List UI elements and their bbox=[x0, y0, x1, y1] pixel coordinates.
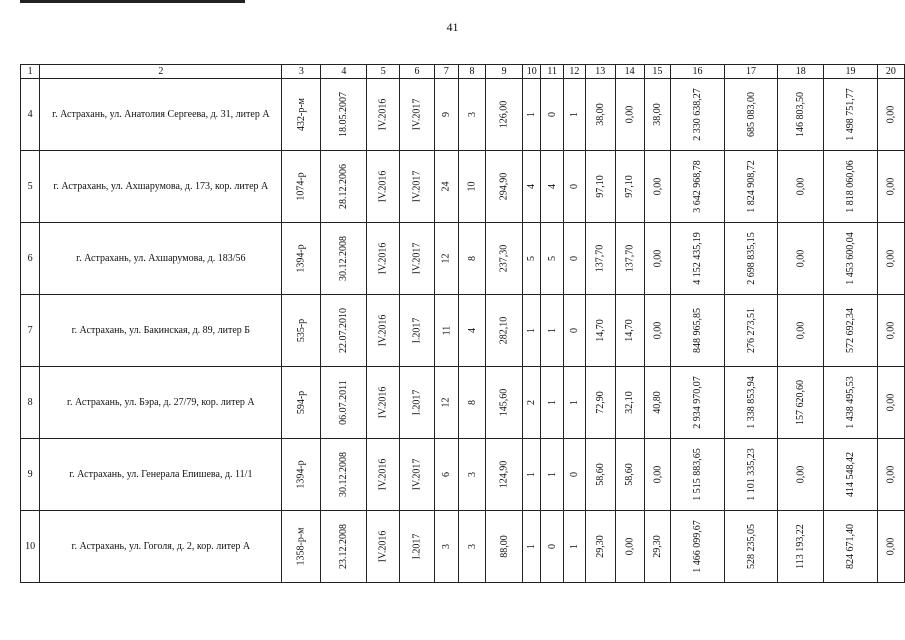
cell-col-14 bbox=[615, 79, 644, 151]
address-cell: г. Астрахань, ул. Бэра, д. 27/79, кор. литер А bbox=[40, 367, 282, 439]
cell-col-5 bbox=[367, 151, 400, 223]
cell-value: 0,00 bbox=[885, 465, 897, 484]
cell-col-16 bbox=[671, 295, 725, 367]
cell-col-5 bbox=[367, 511, 400, 583]
cell-col-8 bbox=[458, 439, 485, 511]
cell-value: 0,00 bbox=[795, 465, 807, 484]
cell-col-10 bbox=[523, 151, 541, 223]
cell-col-12 bbox=[564, 367, 586, 439]
cell-col-11 bbox=[541, 439, 564, 511]
cell-col-8 bbox=[458, 367, 485, 439]
cell-col-10 bbox=[523, 79, 541, 151]
cell-col-5 bbox=[367, 79, 400, 151]
cell-value: 414 548,42 bbox=[845, 452, 857, 497]
cell-col-7 bbox=[434, 223, 458, 295]
cell-col-3 bbox=[282, 439, 321, 511]
cell-value: IV.2017 bbox=[411, 458, 423, 491]
cell-value: 0 bbox=[568, 472, 580, 477]
cell-col-11 bbox=[541, 295, 564, 367]
cell-value: 0 bbox=[546, 112, 558, 117]
cell-value: 28.12.2006 bbox=[338, 164, 350, 209]
row-number: 9 bbox=[21, 439, 40, 511]
cell-value: 0,00 bbox=[795, 321, 807, 340]
cell-value: 3 bbox=[466, 472, 478, 477]
cell-value: IV.2017 bbox=[411, 98, 423, 131]
cell-value: 1074-р bbox=[295, 172, 307, 201]
cell-value: 1394-р bbox=[295, 244, 307, 273]
cell-col-20 bbox=[877, 511, 904, 583]
cell-col-5 bbox=[367, 367, 400, 439]
cell-col-4 bbox=[321, 439, 367, 511]
cell-value: 30.12.2008 bbox=[338, 452, 350, 497]
cell-col-7 bbox=[434, 511, 458, 583]
cell-col-6 bbox=[400, 295, 435, 367]
cell-value: 97,10 bbox=[594, 175, 606, 198]
table-row bbox=[21, 295, 905, 367]
cell-col-11 bbox=[541, 367, 564, 439]
cell-col-18 bbox=[778, 511, 824, 583]
cell-col-8 bbox=[458, 511, 485, 583]
cell-col-15 bbox=[644, 151, 671, 223]
cell-value: 1 bbox=[546, 472, 558, 477]
column-number-14: 14 bbox=[615, 65, 644, 79]
cell-col-15 bbox=[644, 295, 671, 367]
cell-value: I.2017 bbox=[411, 533, 423, 560]
column-number-19: 19 bbox=[824, 65, 878, 79]
cell-value: 9 bbox=[440, 112, 452, 117]
column-number-6: 6 bbox=[400, 65, 435, 79]
cell-value: IV.2016 bbox=[377, 458, 389, 491]
cell-value: 0 bbox=[568, 256, 580, 261]
register-table bbox=[20, 64, 905, 583]
address-cell: г. Астрахань, ул. Анатолия Сергеева, д. 31, литер А bbox=[40, 79, 282, 151]
cell-col-19 bbox=[824, 79, 878, 151]
cell-col-4 bbox=[321, 223, 367, 295]
address-cell: г. Астрахань, ул. Ахшарумова, д. 173, кор. литер А bbox=[40, 151, 282, 223]
cell-value: 1 bbox=[546, 400, 558, 405]
cell-value: 1 bbox=[526, 472, 538, 477]
cell-value: 0,00 bbox=[651, 465, 663, 484]
cell-col-3 bbox=[282, 79, 321, 151]
cell-value: 88,00 bbox=[498, 535, 510, 558]
cell-value: 1 101 335,23 bbox=[745, 448, 757, 501]
cell-value: 5 bbox=[526, 256, 538, 261]
cell-value: I.2017 bbox=[411, 317, 423, 344]
cell-col-17 bbox=[724, 79, 778, 151]
cell-value: IV.2016 bbox=[377, 314, 389, 347]
cell-value: 8 bbox=[466, 256, 478, 261]
cell-value: 11 bbox=[440, 325, 452, 336]
cell-col-20 bbox=[877, 223, 904, 295]
cell-col-6 bbox=[400, 151, 435, 223]
cell-col-6 bbox=[400, 439, 435, 511]
cell-value: IV.2016 bbox=[377, 386, 389, 419]
cell-value: 0,00 bbox=[651, 321, 663, 340]
cell-value: 1 498 751,77 bbox=[845, 88, 857, 141]
cell-col-9 bbox=[486, 151, 523, 223]
column-number-18: 18 bbox=[778, 65, 824, 79]
column-number-8: 8 bbox=[458, 65, 485, 79]
cell-col-9 bbox=[486, 295, 523, 367]
cell-col-14 bbox=[615, 511, 644, 583]
cell-col-7 bbox=[434, 367, 458, 439]
cell-value: 0 bbox=[568, 184, 580, 189]
cell-col-12 bbox=[564, 295, 586, 367]
cell-value: 2 934 970,07 bbox=[692, 376, 704, 429]
cell-value: 1 453 600,04 bbox=[845, 232, 857, 285]
cell-value: 0,00 bbox=[885, 177, 897, 196]
cell-value: IV.2016 bbox=[377, 170, 389, 203]
cell-col-16 bbox=[671, 367, 725, 439]
cell-col-7 bbox=[434, 295, 458, 367]
cell-col-12 bbox=[564, 79, 586, 151]
address-cell: г. Астрахань, ул. Ахшарумова, д. 183/56 bbox=[40, 223, 282, 295]
cell-col-3 bbox=[282, 223, 321, 295]
cell-col-16 bbox=[671, 151, 725, 223]
cell-value: 294,90 bbox=[498, 172, 510, 201]
cell-value: 0,00 bbox=[624, 537, 636, 556]
table-row bbox=[21, 439, 905, 511]
cell-value: 5 bbox=[546, 256, 558, 261]
cell-value: 1 438 495,53 bbox=[845, 376, 857, 429]
cell-col-16 bbox=[671, 439, 725, 511]
cell-value: 4 bbox=[546, 184, 558, 189]
address-cell: г. Астрахань, ул. Генерала Епишева, д. 11/1 bbox=[40, 439, 282, 511]
cell-col-15 bbox=[644, 223, 671, 295]
cell-col-3 bbox=[282, 151, 321, 223]
cell-col-13 bbox=[585, 223, 615, 295]
cell-col-13 bbox=[585, 367, 615, 439]
cell-value: 4 152 435,19 bbox=[692, 232, 704, 285]
cell-value: 3 bbox=[440, 544, 452, 549]
cell-col-19 bbox=[824, 367, 878, 439]
cell-col-7 bbox=[434, 151, 458, 223]
cell-col-11 bbox=[541, 79, 564, 151]
column-number-11: 11 bbox=[541, 65, 564, 79]
row-number: 6 bbox=[21, 223, 40, 295]
cell-value: 0 bbox=[568, 328, 580, 333]
cell-col-5 bbox=[367, 223, 400, 295]
cell-value: 4 bbox=[466, 328, 478, 333]
cell-col-14 bbox=[615, 439, 644, 511]
cell-col-6 bbox=[400, 223, 435, 295]
cell-col-6 bbox=[400, 367, 435, 439]
column-number-3: 3 bbox=[282, 65, 321, 79]
cell-value: I.2017 bbox=[411, 389, 423, 416]
cell-col-19 bbox=[824, 295, 878, 367]
address-cell: г. Астрахань, ул. Бакинская, д. 89, литер Б bbox=[40, 295, 282, 367]
cell-col-17 bbox=[724, 223, 778, 295]
cell-col-15 bbox=[644, 439, 671, 511]
cell-value: 6 bbox=[440, 472, 452, 477]
cell-col-4 bbox=[321, 367, 367, 439]
cell-col-12 bbox=[564, 151, 586, 223]
cell-value: 0,00 bbox=[885, 321, 897, 340]
cell-col-18 bbox=[778, 79, 824, 151]
cell-value: 38,00 bbox=[651, 103, 663, 126]
cell-value: 1394-р bbox=[295, 460, 307, 489]
cell-value: 594-р bbox=[295, 390, 307, 415]
cell-value: 113 193,22 bbox=[795, 524, 807, 569]
cell-col-13 bbox=[585, 295, 615, 367]
cell-value: 29,30 bbox=[651, 535, 663, 558]
cell-value: IV.2017 bbox=[411, 170, 423, 203]
cell-col-9 bbox=[486, 79, 523, 151]
cell-col-18 bbox=[778, 223, 824, 295]
cell-col-17 bbox=[724, 439, 778, 511]
column-number-15: 15 bbox=[644, 65, 671, 79]
cell-col-12 bbox=[564, 511, 586, 583]
cell-col-8 bbox=[458, 79, 485, 151]
cell-value: 12 bbox=[440, 397, 452, 408]
cell-col-14 bbox=[615, 223, 644, 295]
cell-col-3 bbox=[282, 295, 321, 367]
cell-col-4 bbox=[321, 511, 367, 583]
cell-value: 0,00 bbox=[885, 393, 897, 412]
top-rule bbox=[20, 0, 245, 3]
cell-value: 1 338 853,94 bbox=[745, 376, 757, 429]
cell-value: 126,00 bbox=[498, 100, 510, 129]
cell-col-13 bbox=[585, 79, 615, 151]
cell-value: 146 803,50 bbox=[795, 92, 807, 137]
cell-value: 40,80 bbox=[651, 391, 663, 414]
cell-col-9 bbox=[486, 367, 523, 439]
column-number-7: 7 bbox=[434, 65, 458, 79]
cell-value: 97,10 bbox=[624, 175, 636, 198]
cell-col-4 bbox=[321, 151, 367, 223]
cell-value: 535-р bbox=[295, 318, 307, 343]
cell-col-8 bbox=[458, 295, 485, 367]
cell-col-12 bbox=[564, 439, 586, 511]
row-number: 8 bbox=[21, 367, 40, 439]
cell-col-17 bbox=[724, 511, 778, 583]
cell-col-11 bbox=[541, 511, 564, 583]
table-row bbox=[21, 151, 905, 223]
cell-col-13 bbox=[585, 439, 615, 511]
cell-col-20 bbox=[877, 151, 904, 223]
cell-value: 685 083,00 bbox=[745, 92, 757, 137]
cell-col-10 bbox=[523, 367, 541, 439]
cell-value: 0,00 bbox=[885, 249, 897, 268]
cell-col-5 bbox=[367, 439, 400, 511]
column-number-9: 9 bbox=[486, 65, 523, 79]
cell-col-16 bbox=[671, 79, 725, 151]
cell-col-14 bbox=[615, 295, 644, 367]
cell-col-19 bbox=[824, 511, 878, 583]
cell-col-13 bbox=[585, 511, 615, 583]
cell-value: 282,10 bbox=[498, 316, 510, 345]
column-number-10: 10 bbox=[523, 65, 541, 79]
cell-col-6 bbox=[400, 511, 435, 583]
cell-col-20 bbox=[877, 439, 904, 511]
cell-value: 14,70 bbox=[624, 319, 636, 342]
cell-value: 1 bbox=[568, 544, 580, 549]
cell-value: 14,70 bbox=[594, 319, 606, 342]
cell-value: IV.2016 bbox=[377, 242, 389, 275]
cell-value: 1 bbox=[568, 400, 580, 405]
cell-value: 8 bbox=[466, 400, 478, 405]
column-number-row bbox=[21, 65, 905, 79]
cell-col-17 bbox=[724, 151, 778, 223]
column-number-12: 12 bbox=[564, 65, 586, 79]
cell-value: IV.2017 bbox=[411, 242, 423, 275]
cell-col-11 bbox=[541, 223, 564, 295]
cell-value: 30.12.2008 bbox=[338, 236, 350, 281]
cell-col-20 bbox=[877, 295, 904, 367]
cell-value: 137,70 bbox=[594, 244, 606, 273]
cell-value: 0,00 bbox=[795, 177, 807, 196]
cell-col-20 bbox=[877, 367, 904, 439]
cell-value: 0,00 bbox=[651, 177, 663, 196]
column-number-17: 17 bbox=[724, 65, 778, 79]
cell-col-6 bbox=[400, 79, 435, 151]
cell-value: 0,00 bbox=[885, 537, 897, 556]
cell-value: 0,00 bbox=[885, 105, 897, 124]
cell-value: 137,70 bbox=[624, 244, 636, 273]
cell-value: 2 bbox=[526, 400, 538, 405]
page-number: 41 bbox=[446, 20, 459, 34]
cell-col-14 bbox=[615, 151, 644, 223]
cell-col-12 bbox=[564, 223, 586, 295]
cell-col-7 bbox=[434, 439, 458, 511]
cell-col-11 bbox=[541, 151, 564, 223]
cell-value: 24 bbox=[440, 181, 452, 192]
cell-value: 3 bbox=[466, 112, 478, 117]
cell-value: 0,00 bbox=[795, 249, 807, 268]
table-row bbox=[21, 223, 905, 295]
cell-col-15 bbox=[644, 511, 671, 583]
cell-value: 1 bbox=[526, 544, 538, 549]
cell-value: 124,90 bbox=[498, 460, 510, 489]
cell-value: 145,60 bbox=[498, 388, 510, 417]
cell-value: 1 bbox=[526, 112, 538, 117]
column-number-16: 16 bbox=[671, 65, 725, 79]
column-number-5: 5 bbox=[367, 65, 400, 79]
cell-value: 2 698 835,15 bbox=[745, 232, 757, 285]
cell-value: 1 bbox=[526, 328, 538, 333]
cell-value: 0,00 bbox=[624, 105, 636, 124]
cell-value: 32,10 bbox=[624, 391, 636, 414]
cell-col-17 bbox=[724, 367, 778, 439]
cell-col-13 bbox=[585, 151, 615, 223]
cell-col-19 bbox=[824, 223, 878, 295]
address-cell: г. Астрахань, ул. Гоголя, д. 2, кор. литер А bbox=[40, 511, 282, 583]
column-number-20: 20 bbox=[877, 65, 904, 79]
cell-value: 1 515 883,65 bbox=[692, 448, 704, 501]
cell-value: 1 824 908,72 bbox=[745, 160, 757, 213]
cell-value: 237,30 bbox=[498, 244, 510, 273]
cell-value: 157 620,60 bbox=[795, 380, 807, 425]
cell-value: 72,90 bbox=[594, 391, 606, 414]
cell-value: 432-р-м bbox=[295, 98, 307, 131]
cell-col-19 bbox=[824, 439, 878, 511]
cell-value: 1 bbox=[546, 328, 558, 333]
cell-value: 1 bbox=[568, 112, 580, 117]
cell-col-4 bbox=[321, 79, 367, 151]
cell-col-17 bbox=[724, 295, 778, 367]
cell-col-18 bbox=[778, 151, 824, 223]
cell-col-16 bbox=[671, 223, 725, 295]
cell-col-10 bbox=[523, 439, 541, 511]
cell-value: 58,60 bbox=[594, 463, 606, 486]
cell-value: 12 bbox=[440, 253, 452, 264]
cell-col-19 bbox=[824, 151, 878, 223]
row-number: 5 bbox=[21, 151, 40, 223]
cell-value: 1358-р-м bbox=[295, 527, 307, 566]
row-number: 7 bbox=[21, 295, 40, 367]
cell-col-4 bbox=[321, 295, 367, 367]
column-number-4: 4 bbox=[321, 65, 367, 79]
cell-col-14 bbox=[615, 367, 644, 439]
cell-value: 528 235,05 bbox=[745, 524, 757, 569]
cell-value: 18.05.2007 bbox=[338, 92, 350, 137]
cell-value: 848 965,85 bbox=[692, 308, 704, 353]
cell-value: 1 466 099,67 bbox=[692, 520, 704, 573]
cell-value: 1 818 060,06 bbox=[845, 160, 857, 213]
cell-col-9 bbox=[486, 223, 523, 295]
cell-col-8 bbox=[458, 223, 485, 295]
cell-value: 572 692,34 bbox=[845, 308, 857, 353]
cell-value: 4 bbox=[526, 184, 538, 189]
cell-value: 29,30 bbox=[594, 535, 606, 558]
column-number-1: 1 bbox=[21, 65, 40, 79]
cell-value: 22.07.2010 bbox=[338, 308, 350, 353]
cell-value: 23.12.2008 bbox=[338, 524, 350, 569]
cell-col-10 bbox=[523, 223, 541, 295]
table-row bbox=[21, 511, 905, 583]
cell-value: IV.2016 bbox=[377, 98, 389, 131]
cell-value: 38,00 bbox=[594, 103, 606, 126]
cell-col-15 bbox=[644, 367, 671, 439]
cell-value: 824 671,40 bbox=[845, 524, 857, 569]
cell-value: 0,00 bbox=[651, 249, 663, 268]
cell-col-5 bbox=[367, 295, 400, 367]
cell-value: 276 273,51 bbox=[745, 308, 757, 353]
cell-value: 3 bbox=[466, 544, 478, 549]
cell-value: 0 bbox=[546, 544, 558, 549]
cell-col-18 bbox=[778, 367, 824, 439]
row-number: 10 bbox=[21, 511, 40, 583]
table-row bbox=[21, 367, 905, 439]
cell-value: 2 330 638,27 bbox=[692, 88, 704, 141]
cell-col-10 bbox=[523, 511, 541, 583]
cell-col-3 bbox=[282, 367, 321, 439]
cell-col-15 bbox=[644, 79, 671, 151]
cell-col-9 bbox=[486, 439, 523, 511]
cell-col-9 bbox=[486, 511, 523, 583]
column-number-13: 13 bbox=[585, 65, 615, 79]
cell-col-18 bbox=[778, 439, 824, 511]
cell-col-16 bbox=[671, 511, 725, 583]
cell-col-3 bbox=[282, 511, 321, 583]
cell-col-20 bbox=[877, 79, 904, 151]
cell-col-18 bbox=[778, 295, 824, 367]
cell-value: IV.2016 bbox=[377, 530, 389, 563]
cell-col-7 bbox=[434, 79, 458, 151]
cell-col-8 bbox=[458, 151, 485, 223]
row-number: 4 bbox=[21, 79, 40, 151]
cell-value: 06.07.2011 bbox=[338, 380, 350, 425]
cell-value: 3 642 968,78 bbox=[692, 160, 704, 213]
column-number-2: 2 bbox=[40, 65, 282, 79]
cell-value: 58,60 bbox=[624, 463, 636, 486]
cell-col-10 bbox=[523, 295, 541, 367]
cell-value: 10 bbox=[466, 181, 478, 192]
table-row bbox=[21, 79, 905, 151]
